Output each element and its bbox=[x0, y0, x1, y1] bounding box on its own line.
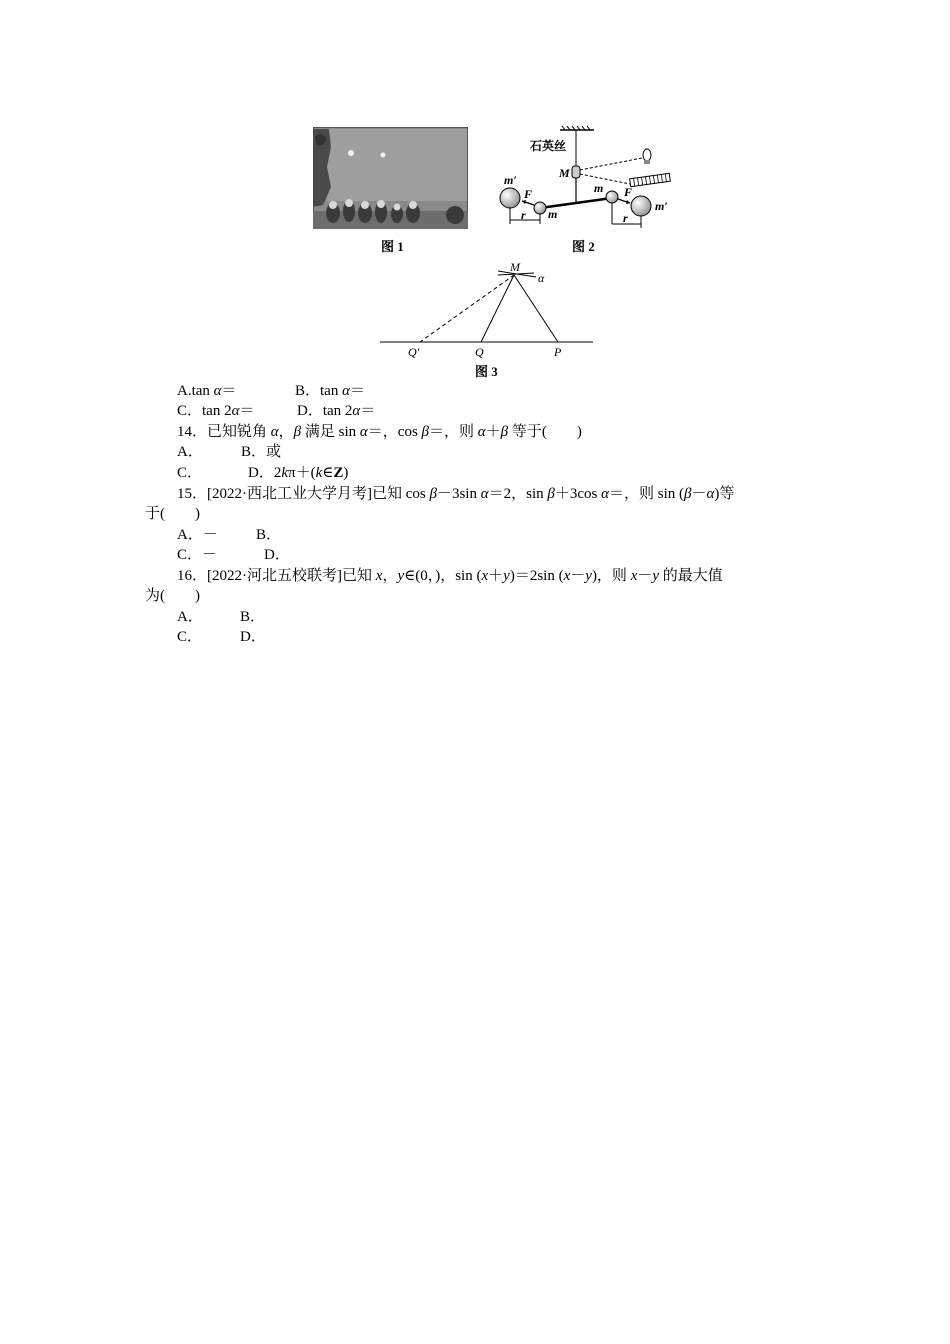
q15-option-d: D． bbox=[264, 547, 290, 563]
q14-option-b: B．或 bbox=[241, 444, 282, 460]
m-left-label: m bbox=[548, 207, 558, 221]
reflection-diagram bbox=[380, 258, 595, 360]
q15-option-c: C．－ bbox=[177, 547, 218, 563]
q16-option-b: B． bbox=[240, 609, 266, 625]
figure-2-caption: 图 2 bbox=[572, 239, 595, 254]
q14-option-d: D．2kπ＋(k∈Z) bbox=[248, 465, 349, 481]
force-left-label: F bbox=[524, 187, 533, 201]
q16-option-a: A． bbox=[177, 609, 203, 625]
r-right-label: r bbox=[623, 211, 628, 225]
q13-option-a: A.tan α＝ bbox=[177, 383, 237, 399]
m-prime-left-label: m′ bbox=[504, 173, 517, 187]
q14-option-a: A． bbox=[177, 444, 203, 460]
q14-option-c: C． bbox=[177, 465, 203, 481]
q13-option-b: B．tan α＝ bbox=[295, 383, 365, 399]
point-M-label: M bbox=[510, 260, 520, 274]
q15-option-b: B． bbox=[256, 527, 282, 543]
figure-1-photo bbox=[313, 127, 468, 229]
point-P-label: P bbox=[554, 345, 562, 359]
q16-option-c: C． bbox=[177, 629, 203, 645]
figure-2-torsion-balance bbox=[490, 124, 690, 234]
photo-illustration bbox=[313, 127, 468, 229]
point-Q-label: Q bbox=[475, 345, 484, 359]
q16-option-d: D． bbox=[240, 629, 266, 645]
r-left-label: r bbox=[521, 208, 526, 222]
fiber-label: 石英丝 bbox=[530, 139, 567, 153]
mirror-label: M bbox=[559, 166, 570, 180]
m-right-label: m bbox=[594, 181, 604, 195]
q15-option-a: A．－ bbox=[177, 527, 218, 543]
torsion-balance-diagram bbox=[490, 124, 690, 234]
force-right-label: F bbox=[624, 185, 633, 199]
figure-3-caption: 图 3 bbox=[475, 364, 498, 379]
figure-1-caption: 图 1 bbox=[381, 239, 404, 254]
q13-option-c: C．tan 2α＝ bbox=[177, 403, 255, 419]
q13-option-d: D．tan 2α＝ bbox=[297, 403, 376, 419]
m-prime-right-label: m′ bbox=[655, 199, 668, 213]
angle-alpha-label: α bbox=[538, 271, 545, 285]
figure-3-geometry bbox=[380, 258, 595, 360]
point-Q-prime-label: Q′ bbox=[408, 345, 420, 359]
